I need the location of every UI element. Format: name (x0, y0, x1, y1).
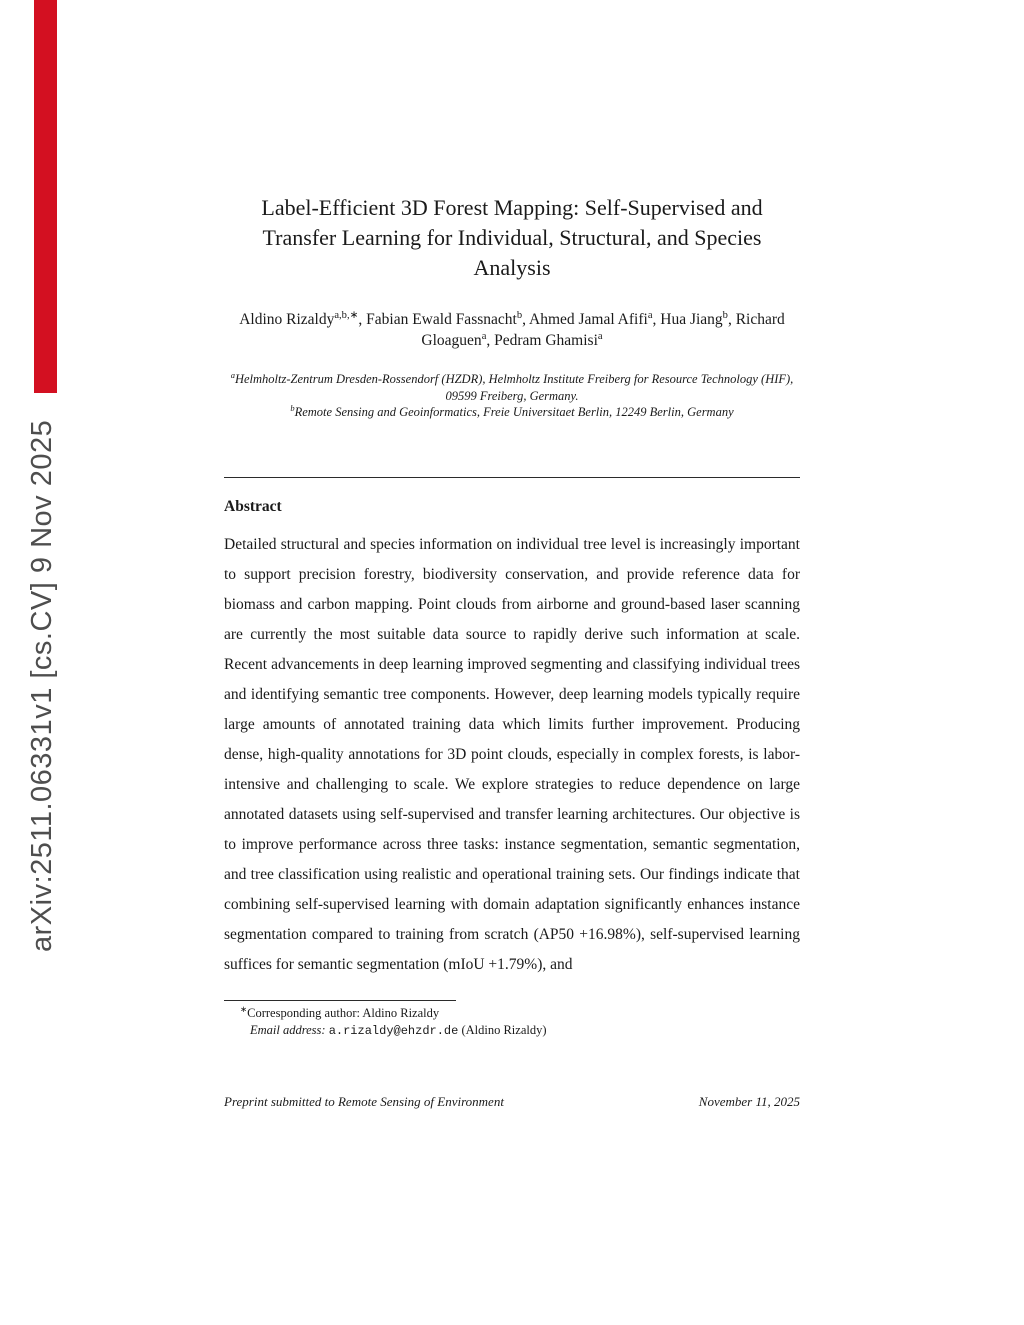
author-separator: , (522, 311, 529, 328)
author (366, 311, 529, 328)
author-separator: , (727, 311, 736, 328)
email-address: a.rizaldy@ehzdr.de (328, 1023, 459, 1038)
corresponding-author-note (224, 1005, 800, 1022)
author (660, 311, 735, 328)
author-name: Pedram Ghamisi (494, 332, 598, 349)
email-suffix: (Aldino Rizaldy) (461, 1022, 547, 1037)
footnote-divider (224, 1000, 456, 1001)
footer-journal-note: Preprint submitted to Remote Sensing of Environment (224, 1093, 504, 1109)
paper-title: Label-Efficient 3D Forest Mapping: Self-Supervised and Transfer Learning for Individual, Structural, and Species Analysis (261, 195, 763, 280)
red-marker-bar (34, 0, 57, 393)
affiliation (224, 371, 800, 404)
affiliation-text: Remote Sensing and Geoinformatics, Freie Universitaet Berlin, 12249 Berlin, Germany (294, 405, 734, 419)
affiliation-mark: b (290, 402, 295, 413)
author-affil-mark: a (647, 309, 653, 321)
abstract-divider (224, 477, 800, 478)
email-note (224, 1022, 800, 1040)
author (494, 332, 602, 349)
affiliation (224, 404, 800, 421)
author-affil-mark: b (722, 309, 728, 321)
corresponding-author-text: Corresponding author: Aldino Rizaldy (247, 1005, 440, 1020)
paper-content (224, 0, 800, 1110)
footer-date: November 11, 2025 (698, 1093, 800, 1109)
affiliation-text: Helmholtz-Zentrum Dresden-Rossendorf (HZDR), Helmholtz Institute Freiberg for Resource Technology (HIF), 09599 Freiberg, Germany. (234, 372, 794, 403)
author-name: Richard Gloaguen (421, 311, 785, 349)
author-name: Hua Jiang (660, 311, 723, 328)
footer (224, 1094, 800, 1110)
author-name: Ahmed Jamal Afifi (529, 311, 648, 328)
affiliation-mark: a (230, 369, 235, 380)
author-affil-mark: b (516, 309, 523, 321)
author-list (224, 309, 800, 351)
author-affil-mark: a (597, 330, 603, 342)
arxiv-watermark: arXiv:2511.06331v1 [cs.CV] 9 Nov 2025 (26, 419, 58, 952)
affiliations (224, 371, 800, 421)
author-affil-mark: a,b,∗ (334, 309, 359, 321)
author-affil-mark: a (481, 330, 487, 342)
author-name: Fabian Ewald Fassnacht (366, 311, 517, 328)
footnote-star: ∗ (240, 1003, 248, 1014)
email-label: Email address: (250, 1022, 326, 1037)
author-name: Aldino Rizaldy (239, 311, 335, 328)
abstract-heading: Abstract (224, 497, 282, 515)
author-separator: , (652, 311, 661, 328)
author-separator: , (486, 332, 495, 349)
author-separator: , (358, 311, 367, 328)
author (529, 311, 660, 328)
author (239, 311, 366, 328)
abstract-text: Detailed structural and species information on individual tree level is increasingly important to support precision forestry, biodiversity conservation, and provide reference data for biomass and carbon mapping. Point clouds from airborne and ground-based laser scanning are currently the most suitable data source to rapidly derive such information at scale. Recent advancements in deep learning improved segmenting and classifying individual trees and identifying semantic tree components. However, deep learning models typically require large amounts of annotated training data which limits further improvement. Producing dense, high-quality annotations for 3D point clouds, especially in complex forests, is labor-intensive and challenging to scale. We explore strategies to reduce dependence on large annotated datasets using self-supervised and transfer learning architectures. Our objective is to improve performance across three tasks: instance segmentation, semantic segmentation, and tree classification using realistic and operational training sets. Our findings indicate that combining self-supervised learning with domain adaptation significantly enhances instance segmentation compared to training from scratch (AP50 +16.98%), self-supervised learning suffices for semantic segmentation (mIoU +1.79%), and (224, 535, 800, 973)
footnote-block (224, 1000, 800, 1040)
